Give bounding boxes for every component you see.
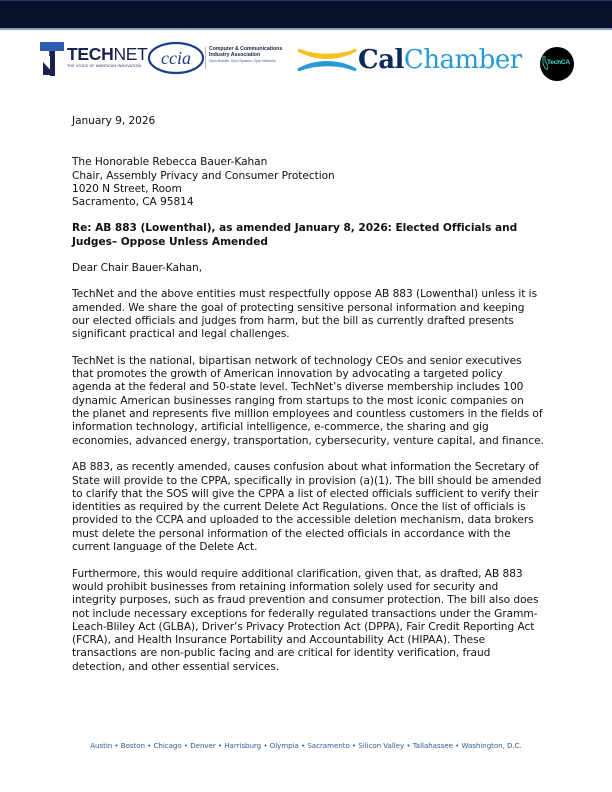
header-bar [0, 0, 612, 29]
technet-tagline: THE VOICE OF AMERICAN INNOVATION [67, 64, 142, 68]
svg-text:ccia: ccia [161, 48, 191, 68]
recipient-address [72, 156, 544, 209]
header-bar-accent-line [0, 28, 612, 30]
salutation: Dear Chair Bauer-Kahan, [72, 262, 203, 275]
recipient-name: The Honorable Rebecca Bauer-Kahan [72, 156, 268, 169]
office-locations-footer: Austin • Boston • Chicago • Denver • Harrisburg • Olympia • Sacramento • Silicon Valley • Tallahassee • Washington, D.C. [90, 741, 522, 750]
technet-wordmark: TECHNET [67, 44, 148, 64]
subject-line: Re: AB 883 (Lowenthal), as amended January 8, 2026: Elected Officials and Judges– Oppose Unless Amended [72, 222, 518, 248]
recipient-city: Sacramento, CA 95814 [72, 196, 194, 209]
technet-t-icon [40, 42, 64, 76]
technet-logo [40, 42, 148, 78]
calchamber-swoosh-icon [296, 44, 358, 74]
recipient-street: 1020 N Street, Room [72, 182, 182, 195]
techca-logo [540, 47, 574, 81]
letter-date: January 9, 2026 [72, 115, 156, 127]
techca-label: TechCA [547, 59, 570, 66]
paragraph-exceptions: Furthermore, this would require additional clarification, given that, as drafted, AB 883 would prohibit businesses from retaining information solely used for security and integrity purposes, such as fraud prevention and consumer protection. The bill also does not include necessary exceptions for federally regulated transactions under the Gramm-Leach-Bliley Act (GLBA), Driver’s Privacy Protection Act (DPPA), Fair Credit Reporting Act (FCRA), and Health Insurance Portability and Accountability Act (HIPAA). These transactions are non-public facing and are critical for identity verification, fraud detection, and other essential services. [72, 567, 539, 673]
ccia-logo-icon [147, 41, 205, 75]
ccia-divider [205, 47, 206, 69]
ccia-name: Computer & Communications Industry Association Open Markets. Open Systems. Open Networks. [209, 46, 283, 63]
calchamber-wordmark: CalChamber [358, 45, 522, 75]
paragraph-amendment: AB 883, as recently amended, causes confusion about what information the Secretary of State will provide to the CPPA, specifically in provision (a)(1). The bill should be amended to clarify that the SOS will give the CPPA a list of elected officials sufficient to verify their identities as required by the current Delete Act Regulations. Once the list of officials is provided to the CCPA and uploaded to the accessible deletion mechanism, data brokers must delete the personal information of the elected officials in accordance with the current language of the Delete Act. [72, 461, 542, 554]
paragraph-intro: TechNet and the above entities must respectfully oppose AB 883 (Lowenthal) unless it is amended. We share the goal of protecting sensitive personal information and keeping our elected officials and judges from harm, but the bill as currently drafted presents significant practical and legal challenges. [72, 288, 538, 341]
letter-body [72, 115, 544, 687]
recipient-title: Chair, Assembly Privacy and Consumer Protection [72, 169, 335, 182]
coalition-logos [0, 38, 612, 88]
paragraph-about-technet: TechNet is the national, bipartisan network of technology CEOs and senior executives that promotes the growth of American innovation by advocating a targeted policy agenda at the federal and 50-state level. TechNet’s diverse membership includes 100 dynamic American businesses ranging from startups to the most iconic companies on the planet and represents five million employees and countless customers in the fields of information technology, artificial intelligence, e-commerce, the sharing and gig economies, advanced energy, transportation, cybersecurity, venture capital, and finance. [72, 354, 544, 447]
